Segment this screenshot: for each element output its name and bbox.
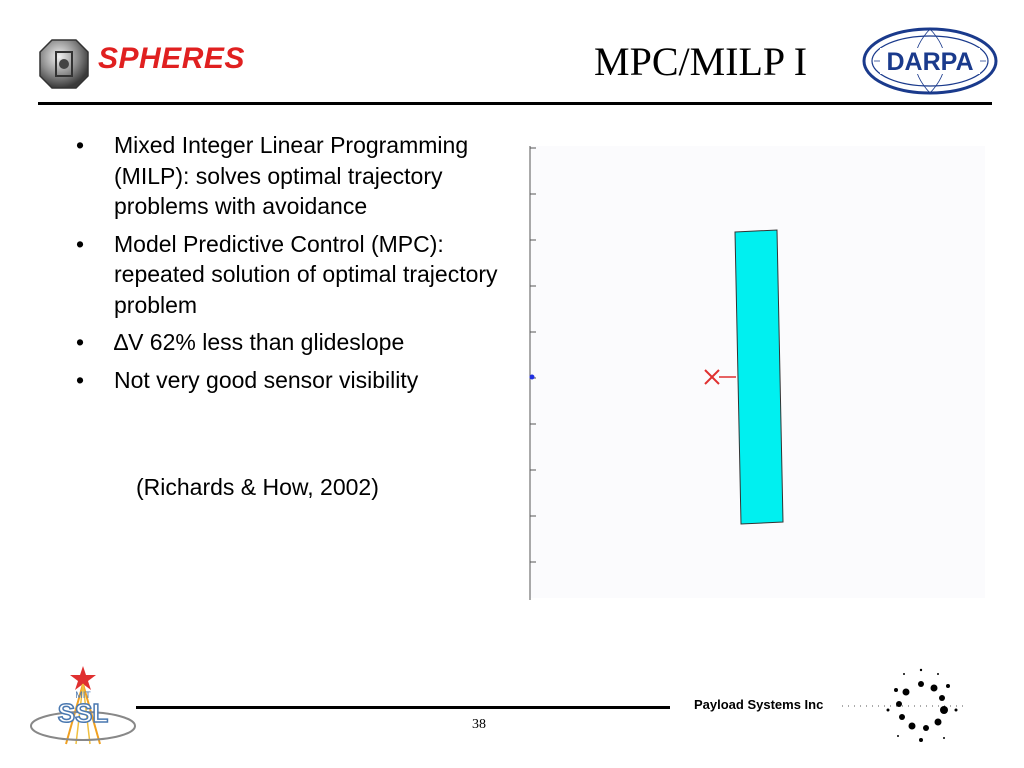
bullet-item [76, 130, 516, 222]
bullet-text: Model Predictive Control (MPC): repeated solution of optimal trajectory problem [114, 230, 498, 318]
mit-ssl-logo-icon [28, 664, 138, 746]
brand-name: SPHERES [98, 42, 245, 75]
bullet-list [76, 130, 516, 402]
mit-logo-small-text: MIT [75, 690, 91, 700]
bullet-text: Mixed Integer Linear Programming (MILP): solves optimal trajectory problems with avoidance [114, 132, 469, 219]
bullet-item [76, 327, 516, 358]
footer-divider [136, 706, 670, 709]
spheres-logo-icon [36, 36, 92, 92]
bullet-glyph: • [76, 366, 85, 393]
header-divider [38, 102, 992, 105]
slide-title: MPC/MILP I [594, 39, 808, 84]
citation: (Richards & How, 2002) [136, 474, 379, 500]
company-name: Payload Systems Inc [694, 697, 824, 712]
darpa-logo-text: DARPA [886, 48, 974, 76]
mit-logo-text: SSL [57, 698, 109, 728]
obstacle-rectangle [735, 230, 783, 524]
psi-logo-icon [876, 662, 966, 752]
bullet-glyph: • [76, 132, 85, 158]
bullet-item [76, 229, 516, 321]
bullet-glyph: • [76, 329, 85, 355]
bullet-text: Not very good sensor visibility [114, 366, 419, 393]
page-number: 38 [472, 717, 486, 732]
bullet-item [76, 365, 516, 396]
trajectory-plot [520, 140, 990, 602]
start-point-marker [530, 375, 535, 380]
bullet-text: ∆V 62% less than glideslope [114, 329, 405, 355]
darpa-logo-icon [860, 26, 1000, 96]
bullet-glyph: • [76, 230, 85, 257]
